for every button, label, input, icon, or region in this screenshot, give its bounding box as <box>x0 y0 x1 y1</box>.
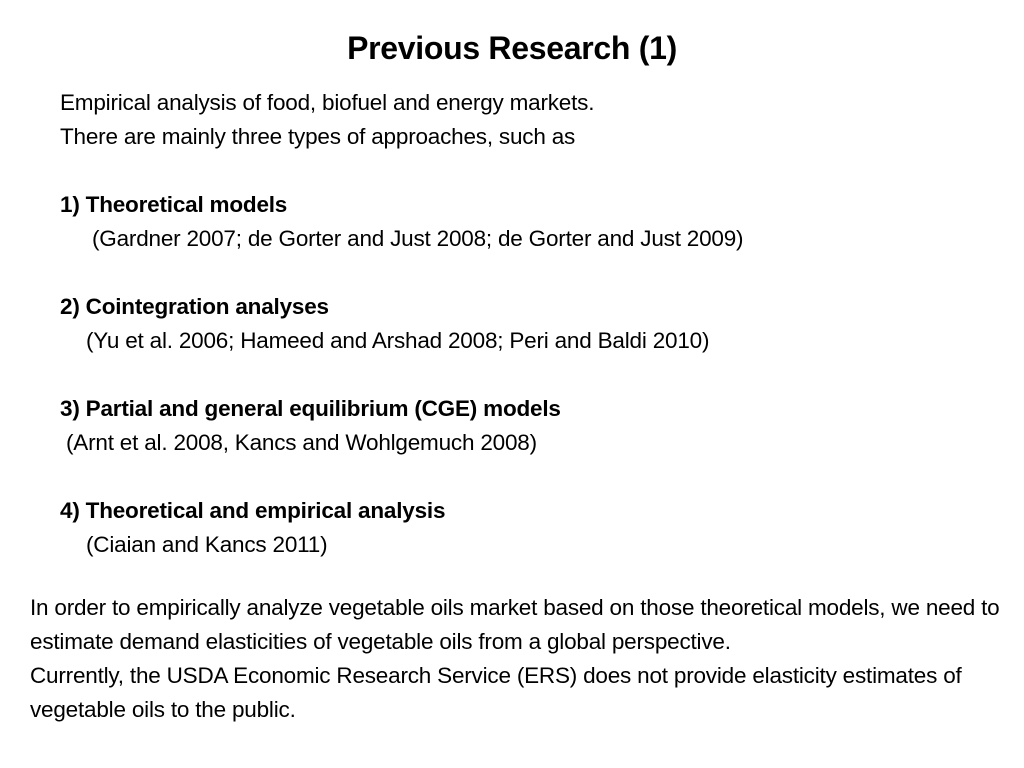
spacer <box>60 154 1000 188</box>
intro-line: There are mainly three types of approaches, such as <box>60 124 576 149</box>
approach-citation: (Gardner 2007; de Gorter and Just 2008; de Gorter and Just 2009) <box>92 226 744 251</box>
slide-title: Previous Research (1) <box>347 30 677 66</box>
approach-citation: (Yu et al. 2006; Hameed and Arshad 2008; Peri and Baldi 2010) <box>86 328 710 353</box>
spacer <box>60 256 1000 290</box>
conclusion-text <box>30 591 1005 727</box>
conclusion-paragraph: In order to empirically analyze vegetable oils market based on those theoretical models, we need to estimate demand elasticities of vegetable oils from a global perspective. <box>30 595 1000 654</box>
spacer <box>60 460 1000 494</box>
slide-body <box>60 86 1000 562</box>
approach-citation: (Arnt et al. 2008, Kancs and Wohlgemuch 2008) <box>66 430 537 455</box>
conclusion-paragraph: Currently, the USDA Economic Research Service (ERS) does not provide elasticity estimates of vegetable oils to the public. <box>30 663 962 722</box>
approach-citation: (Ciaian and Kancs 2011) <box>86 532 328 557</box>
approach-heading: 2) Cointegration analyses <box>60 294 329 319</box>
approach-heading: 1) Theoretical models <box>60 192 288 217</box>
spacer <box>60 358 1000 392</box>
approach-heading: 4) Theoretical and empirical analysis <box>60 498 446 523</box>
approach-heading: 3) Partial and general equilibrium (CGE) models <box>60 396 561 421</box>
intro-line: Empirical analysis of food, biofuel and energy markets. <box>60 90 595 115</box>
